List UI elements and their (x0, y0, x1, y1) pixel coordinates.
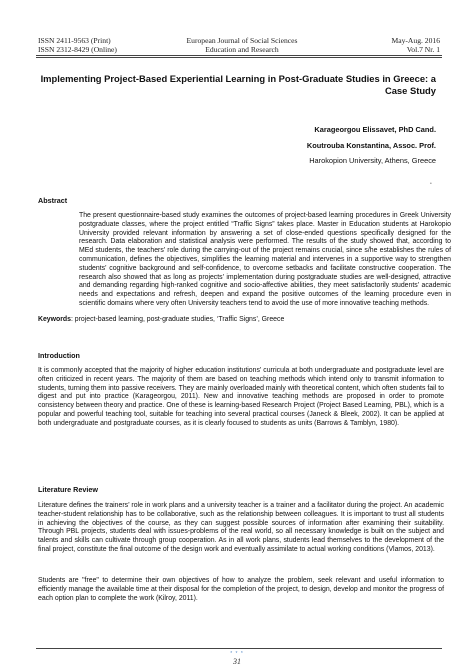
header-rule-secondary (36, 57, 442, 58)
introduction-body: It is commonly accepted that the majority of higher education institutions’ curricula at both undergraduate and postgraduate level are often criticized in recent years. The majority of them are based on teaching methods which intend only to transmit information to students, turning them into passive receivers. They are mainly overloaded mainly with theoretical content, which often students fail to digest and put into practice (Karageorgou, 2011). New and innovative teaching methods are proposed in order to promote consistency between theory and practice. One of these is learning-based Research Project (Project Based Learning, PBL), which is a popular and powerful teaching tool, suitable for teaching into several practical courses (Janeck & Bleek, 2002). It can be applied at both undergraduate and postgraduate courses, as it is clearly focused to students as units (Barrows & Tamblyn, 1980). (38, 367, 444, 427)
introduction-heading: Introduction (38, 351, 80, 360)
header-issue-date: May-Aug. 2016 (391, 36, 440, 45)
author-affiliation: Harokopion University, Athens, Greece (309, 156, 436, 165)
header-journal (150, 37, 334, 54)
header-journal-line2: Education and Research (205, 44, 279, 54)
header-issn (38, 37, 117, 54)
literature-review-paragraph-2: Students are "free" to determine their own objectives of how to analyze the problem, seek relevant and useful information to efficiently manage the available time at their disposal for the completion of the project, to design, develop and monitor the progress of each option plan to complete the work (Kilroy, 2011). (38, 577, 444, 602)
dot-mark: • (430, 181, 432, 187)
abstract-body: The present questionnaire-based study examines the outcomes of project-based learning procedures in Greek University postgraduate classes, where the project entitled “Traffic Signs” takes place. Master in Education students at Harokopio University provided relevant information by answering a set of close-ended questions specifically designed for the research. Data elaboration and statistical analysis were performed. The results of the study showed that, according to MEd students, the teachers’ role during the carrying-out of the project remains crucial, since s/he establishes the rules of communication, defines the objectives, simplifies the learning material and intervenes in a supportive way to strengthen students’ cognitive background and self-confidence, to overcome setbacks and facilitate constructive cooperation. The research also showed that as long as projects’ implementation during postgraduate studies are well-designed, attractive and demanding regarding high-ranked cognitive and socio-affective abilities, they meet satisfactorily students’ academic needs and expectations and refresh, deepen and expand the positive outcomes of the learning procedure even in scientific domains where very often University teachers tend to avoid the use of more innovative teaching methods. (79, 212, 451, 307)
header-issn-online: ISSN 2312-8429 (Online) (38, 44, 117, 54)
title-line-1: Implementing Project-Based Experiential Learning in Post-Graduate Studies in Greece: a (40, 73, 436, 84)
literature-review-paragraph-1: Literature defines the trainers’ role in work plans and a university teacher is a trainer and a facilitator during the project. An academic teacher-student relationship has to be collaborative, such as the relationship between colleagues. It is important to trust all students in achieving the objectives of the course, as they can suggest possible sources of information after examining their suitability. Through PBL projects, students deal with issues-problems of the real world, so all necessary knowledge is built on the subject and talents and skills can cultivate through group cooperation. As in all work plans, students lead themselves to the development of the final project, constitute the final outcome of the design work and eventually assimilate to actual working conditions (Vlamos, 2013). (38, 502, 444, 553)
header-issue-volume: Vol.7 Nr. 1 (406, 44, 440, 54)
keywords-text: : project-based learning, post-graduate studies, ‘Traffic Signs’, Greece (70, 316, 285, 323)
literature-review-heading: Literature Review (38, 485, 98, 494)
header-journal-line1: European Journal of Social Sciences (186, 36, 298, 45)
header-issue (368, 37, 440, 54)
footer-ornament: * * * (230, 651, 244, 657)
article-title (40, 73, 436, 96)
footer-rule (36, 648, 442, 649)
header-issn-print: ISSN 2411-9563 (Print) (38, 36, 111, 45)
author-1-name: Karageorgou Elissavet, PhD Cand (314, 125, 434, 134)
header-rule (36, 55, 442, 56)
keywords-label: Keywords (38, 316, 71, 323)
title-line-2: Case Study (384, 84, 436, 96)
page-number: 31 (233, 657, 241, 666)
keywords (38, 316, 444, 325)
abstract-heading: Abstract (38, 196, 68, 205)
author-1: Karageorgou Elissavet, PhD Cand. (314, 125, 436, 134)
author-2: Koutrouba Konstantina, Assoc. Prof. (306, 141, 436, 150)
